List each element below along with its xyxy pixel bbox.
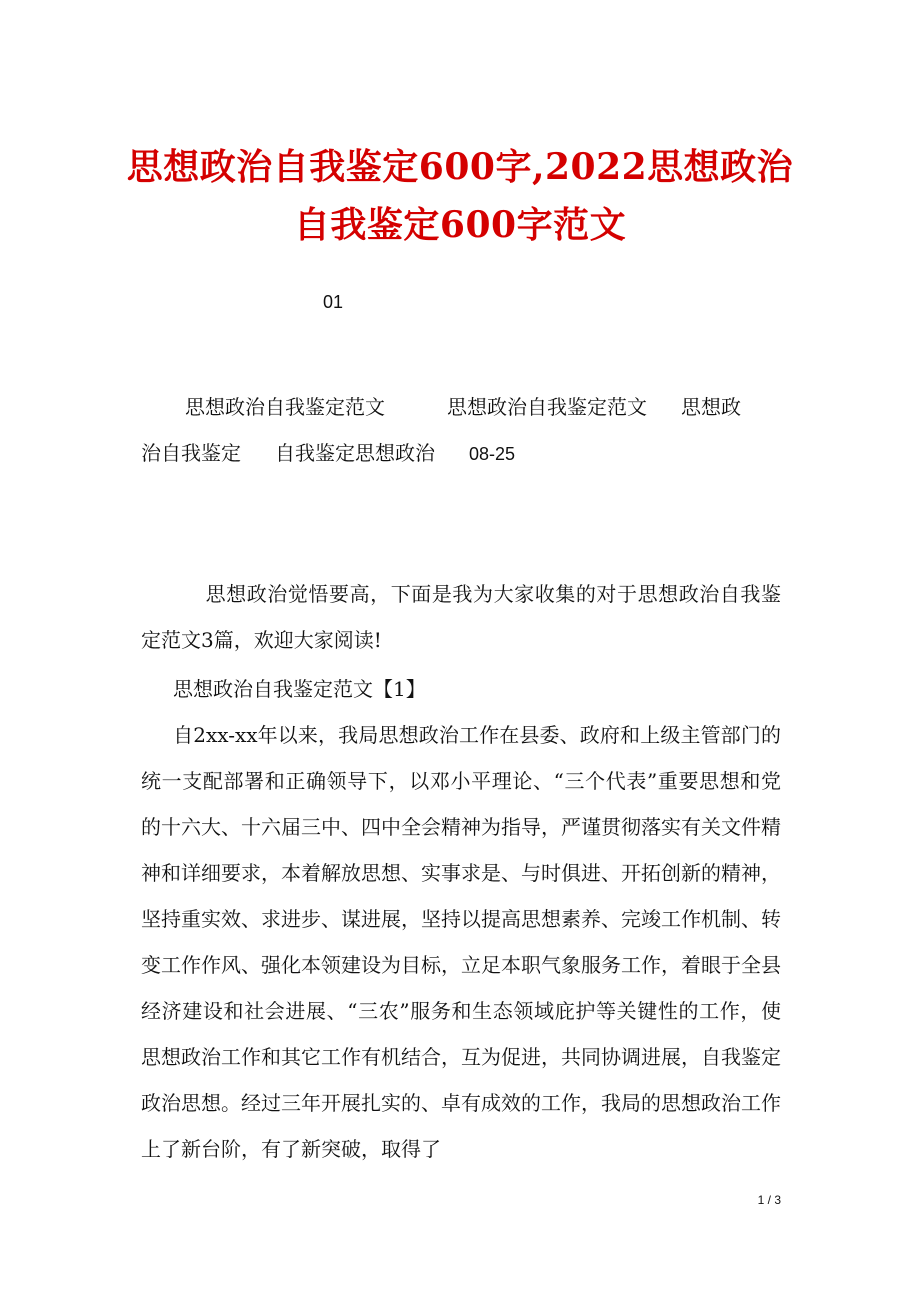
section-heading: 思想政治自我鉴定范文【1】 <box>173 677 426 701</box>
publish-date: 08-25 <box>469 444 516 464</box>
tag-item: 治自我鉴定 <box>141 441 241 465</box>
document-number: 01 <box>323 292 344 312</box>
document-title: 思想政治自我鉴定600字,2022思想政治自我鉴定600字范文 <box>126 146 794 246</box>
tag-item: 思想政治自我鉴定范文 <box>447 395 647 419</box>
tag-item: 自我鉴定思想政治 <box>275 441 435 465</box>
tag-item: 思想政 <box>681 395 741 419</box>
page-indicator: 1 / 3 <box>757 1193 781 1207</box>
body-paragraph <box>141 712 781 1172</box>
tag-line <box>141 384 781 477</box>
intro-paragraph <box>141 571 781 663</box>
intro-text: 思想政治觉悟要高，下面是我为大家收集的对于思想政治自我鉴定范文3篇，欢迎大家阅读! <box>141 582 781 652</box>
body-paragraph-text: 自2xx-xx年以来，我局思想政治工作在县委、政府和上级主管部门的统一支配部署和正确领导下，以邓小平理论、“三个代表”重要思想和党的十六大、十六届三中、四中全会精神为指导，严谨贯彻落实有关文件精神和详细要求，本着解放思想、实事求是、与时俱进、开拓创新的精神，坚持重实效、求进步、谋进展，坚持以提高思想素养、完竣工作机制、转变工作作风、强化本领建设为目标，立足本职气象服务工作，着眼于全县经济建设和社会进展、“三农”服务和生态领域庇护等关键性的工作，使思想政治工作和其它工作有机结合，互为促进，共同协调进展，自我鉴定政治思想。经过三年开展扎实的、卓有成效的工作，我局的思想政治工作上了新台阶，有了新突破，取得了 <box>141 723 781 1161</box>
tag-item: 思想政治自我鉴定范文 <box>185 395 385 419</box>
